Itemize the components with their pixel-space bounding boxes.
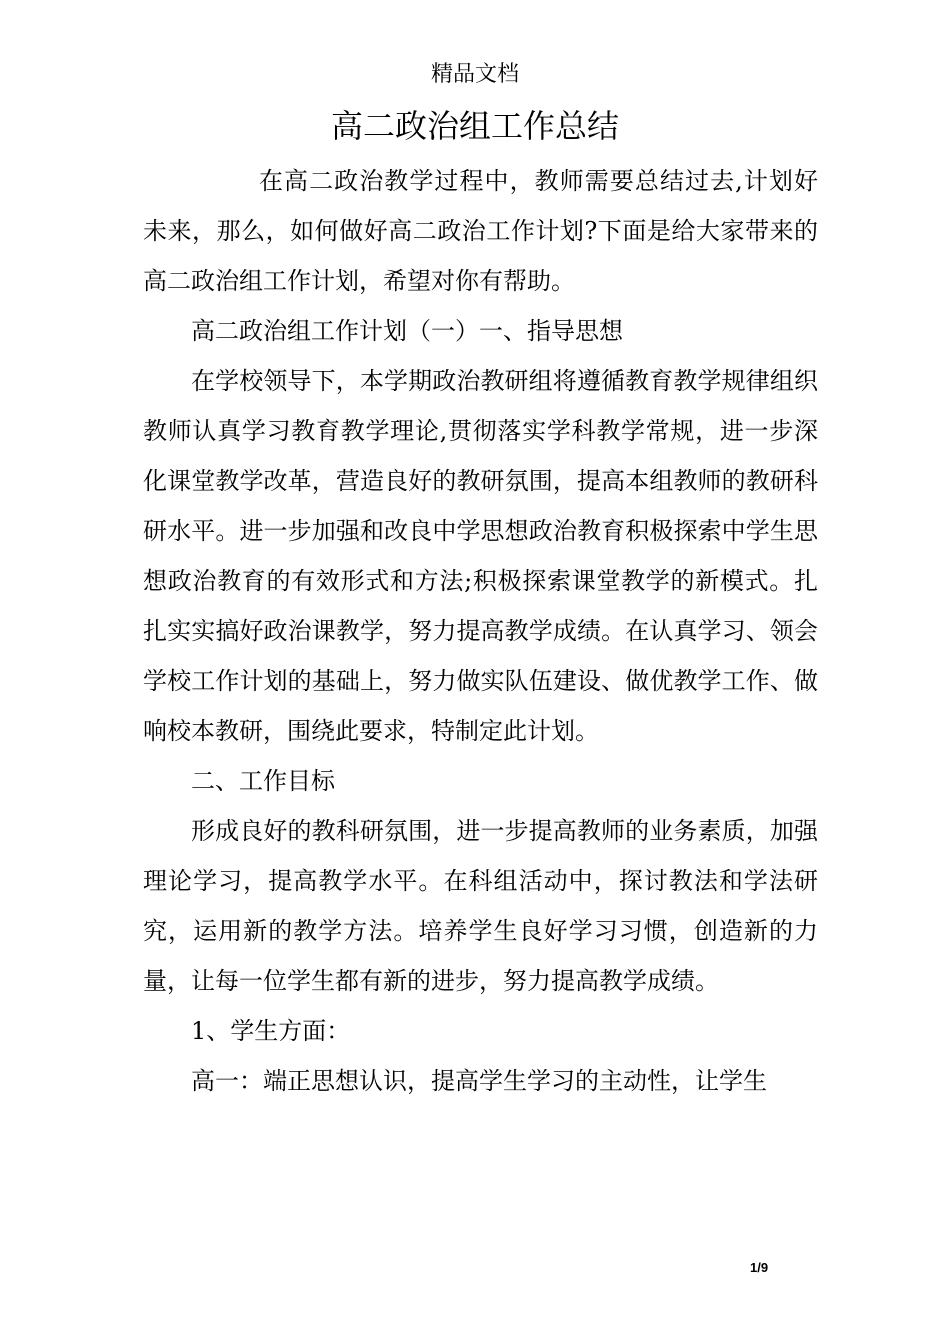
section-heading-work-goals: 二、工作目标 [191,767,335,795]
guiding-ideology-paragraph: 在学校领导下，本学期政治教研组将遵循教育教学规律组织教师认真学习教育教学理论,贯彻落实学科教学常规，进一步深化课堂教学改革，营造良好的教研氛围，提高本组教师的教研科研水平。进一步加强和改良中学思想政治教育积极探索中学生思想政治教育的有效形式和方法;积极探索课堂教学的新模式。扎扎实实搞好政治课教学，努力提高教学成绩。在认真学习、领会学校工作计划的基础上，努力做实队伍建设、做优教学工作、做响校本教研，围绕此要求，特制定此计划。 [143,367,818,745]
page-number: 1/9 [750,1260,769,1275]
work-goals-paragraph: 形成良好的教科研氛围，进一步提高教师的业务素质，加强理论学习，提高教学水平。在科组活动中，探讨教法和学法研究，运用新的教学方法。培养学生良好学习习惯，创造新的力量，让每一位学生都有新的进步，努力提高教学成绩。 [143,817,818,995]
students-paragraph: 高一：端正思想认识，提高学生学习的主动性，让学生 [191,1067,767,1095]
header-label: 精品文档 [430,62,519,87]
document-title: 高二政治组工作总结 [330,107,619,145]
section-heading-guiding-ideology: 高二政治组工作计划（一）一、指导思想 [191,317,623,345]
intro-paragraph: 在高二政治教学过程中，教师需要总结过去,计划好未来，那么，如何做好高二政治工作计划?下面是给大家带来的高二政治组工作计划，希望对你有帮助。 [143,167,818,295]
document-body [143,156,818,1106]
subsection-heading-students: 1、学生方面： [191,1017,351,1045]
